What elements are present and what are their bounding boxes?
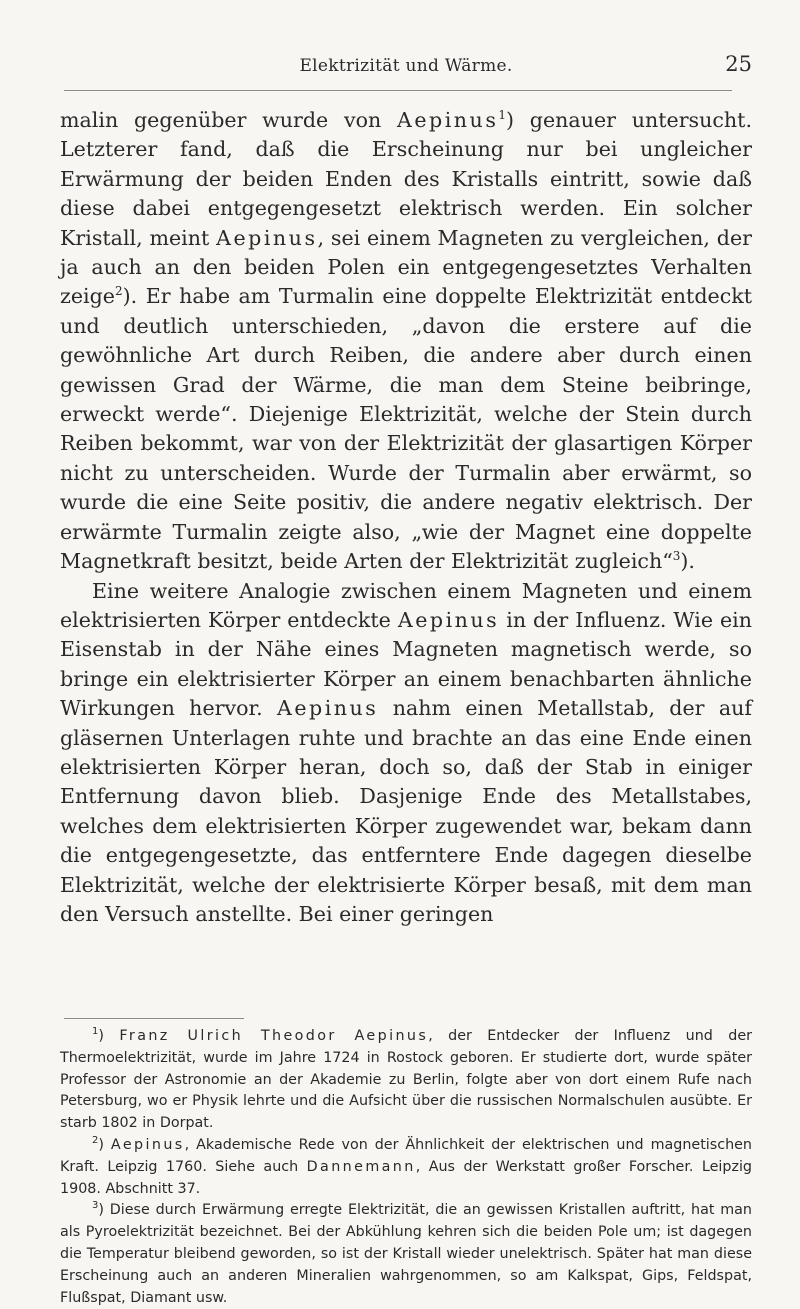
text-run: nahm einen Metallstab, der auf gläsernen Unterlagen ruhte und brachte an das eine Ende einen elektrisierten Körper heran, doch so, daß der Stab in einiger Entfernung davon blieb. Dasjenige Ende des Metallstabes, welches dem elektrisierten Körper zugewendet war, bekam dann die entgegengesetzte, das entferntere Ende dagegen dieselbe Elektrizität, welche der elektrisierte Körper besaß, mit dem man den Versuch anstellte. Bei einer geringen [60, 696, 752, 926]
person-name: Dannemann [306, 1158, 416, 1175]
footnote-rule [64, 1018, 244, 1019]
text-run: ). Er habe am Turmalin eine doppelte Elektrizität entdeckt und deutlich unterschieden, „davon die erstere auf die gewöhnliche Art durch Reiben, die andere aber durch einen gewissen Grad der Wärme, die man dem Steine beibringe, erweckt werde“. Diejenige Elektrizität, welche der Stein durch Reiben bekommt, war von der Elektrizität der glasartigen Körper nicht zu unterscheiden. Wurde der Turmalin aber erwärmt, so wurde die eine Seite positiv, die andere negativ elektrisch. Der erwärmte Turmalin zeigte also, „wie der Magnet eine doppelte Magnetkraft besitzt, beide Arten der Elektrizität zugleich“ [60, 284, 752, 574]
footnote-text: , Aus der Werkstatt großer Forscher. Leipzig 1908. Abschnitt 37. [60, 1158, 753, 1197]
paragraph-2 [60, 577, 752, 930]
footnote-mark: 2 [92, 1135, 99, 1147]
footnote-ref: 3 [672, 549, 681, 564]
text-run: ) genauer untersucht. Letzterer fand, daß die Erscheinung nur bei ungleicher Erwärmung der beiden Enden des Kristalls eintritt, sowie daß diese dabei entgegengesetzt elektrisch werden. Ein solcher Kristall, meint [60, 108, 752, 250]
footnote-mark: 1 [92, 1026, 99, 1038]
footnote-text: Diese durch Erwärmung erregte Elektrizität, die an gewissen Kristallen auftritt, hat man als Pyroelektrizität bezeichnet. Bei der Abkühlung kehren sich die beiden Pole um; ist dagegen die Temperatur bleibend geworden, so ist der Kristall wieder unelektrisch. Später hat man diese Erscheinung auch an anderen Mineralien wahrgenommen, so am Kalkspat, Gips, Feldspat, Flußspat, Diamant usw. [60, 1202, 752, 1306]
text-run: in der Influenz. Wie ein Eisenstab in der Nähe eines Magneten magnetisch werde, so bringe ein elektrisierter Körper an einem benachbarten ähnliche Wirkungen hervor. [60, 607, 753, 721]
text-run: malin gegenüber wurde von [60, 108, 397, 132]
person-name: Aepinus [396, 108, 499, 132]
text-run: , sei einem Magneten zu vergleichen, der ja auch an den beiden Polen ein entgegengesetztes Verhalten zeige [60, 225, 752, 309]
page-header [60, 52, 752, 96]
footnotes [60, 1026, 752, 1309]
page-number: 25 [725, 52, 752, 76]
person-name: Aepinus [276, 696, 379, 721]
main-text [60, 106, 752, 929]
footnote-mark: 3 [92, 1200, 99, 1212]
footnote-ref: 2 [115, 284, 123, 299]
person-name: Aepinus [397, 607, 500, 632]
person-name: Aepinus [216, 225, 318, 250]
footnote-1: $^1$) Franz Ulrich Theodor Aepinus, der Entdecker der Influenz und der Thermoelektrizität, wurde im Jahre 1724 in Rostock geboren. Er studierte dort, wurde später Professor der Astronomie an der Akademie zu Berlin, folgte aber von dort einem Rufe nach Petersburg, wo er Physik lehrte und die Aufsicht über die russischen Normalschulen ausübte. Er starb 1802 in Dorpat. [60, 1026, 752, 1132]
footnote-ref: 1 [498, 108, 507, 123]
text-run: ). [680, 549, 695, 574]
person-name: Franz Ulrich Theodor Aepinus [119, 1028, 429, 1044]
paragraph-1 [60, 106, 752, 577]
text-run: Eine weitere Analogie zwischen einem Magneten und einem elektrisierten Körper entdeckte [60, 578, 752, 632]
footnote-2: $^2$) Aepinus, Akademische Rede von der Ähnlichkeit der elektrischen und magnetischen Kraft. Leipzig 1760. Siehe auch Dannemann, Aus der Werkstatt großer Forscher. Leipzig 1908. Abschnitt 37. [60, 1135, 753, 1197]
header-rule [64, 90, 732, 91]
person-name: Aepinus [110, 1136, 185, 1153]
footnote-text: , der Entdecker der Influenz und der Thermoelektrizität, wurde im Jahre 1724 in Rostock geboren. Er studierte dort, wurde später Professor der Astronomie an der Akademie zu Berlin, folgte aber von dort einem Rufe nach Petersburg, wo er Physik lehrte und die Aufsicht über die russischen Normalschulen ausübte. Er starb 1802 in Dorpat. [60, 1028, 752, 1132]
footnote-3: $^3$) Diese durch Erwärmung erregte Elektrizität, die an gewissen Kristallen auftritt, hat man als Pyroelektrizität bezeichnet. Bei der Abkühlung kehren sich die beiden Pole um; ist dagegen die Temperatur bleibend geworden, so ist der Kristall wieder unelektrisch. Später hat man diese Erscheinung auch an anderen Mineralien wahrgenommen, so am Kalkspat, Gips, Feldspat, Flußspat, Diamant usw. [60, 1200, 752, 1306]
footnote-text: , Akademische Rede von der Ähnlichkeit der elektrischen und magnetischen Kraft. Leipzig 1760. Siehe auch [60, 1136, 752, 1175]
running-title: Elektrizität und Wärme. [299, 56, 513, 76]
